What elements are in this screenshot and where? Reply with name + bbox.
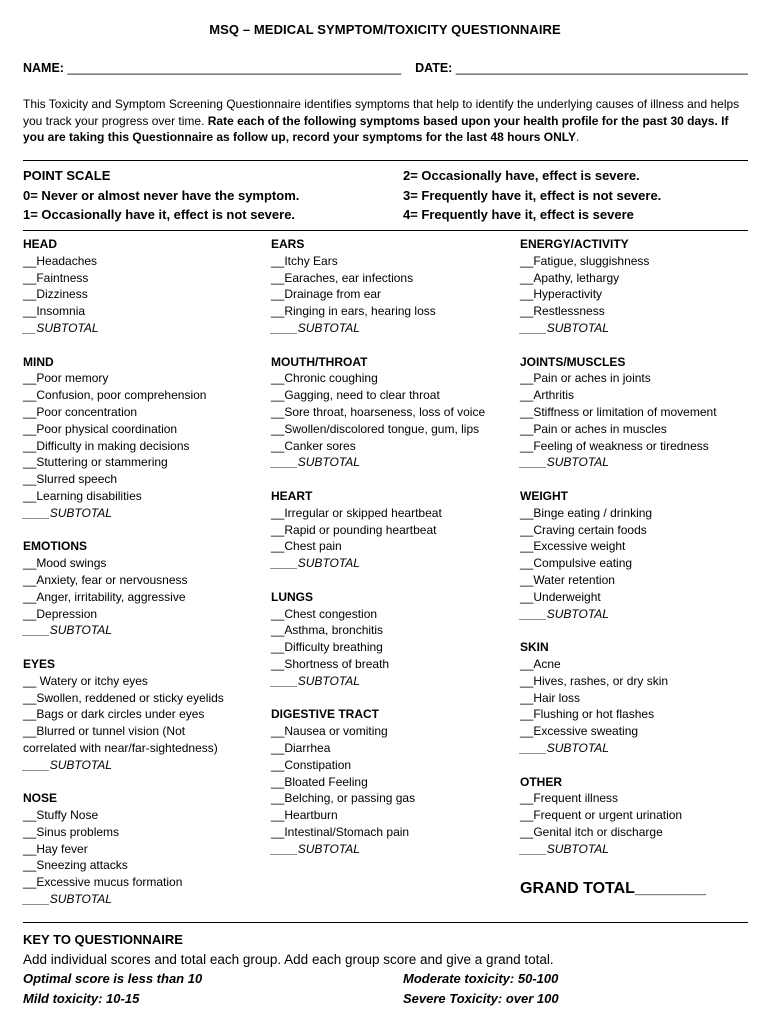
- symptom-item[interactable]: __Faintness: [23, 270, 89, 285]
- symptom-item[interactable]: __Slurred speech: [23, 472, 118, 487]
- intro-instructions: Rate each of the following symptoms based upon your health profile for the past 30 days. If you are taking this Questionnaire as follow up, record your symptoms for the last 48 hours ONLY: [23, 113, 729, 144]
- section-heading: HEART: [271, 488, 313, 503]
- subtotal-field[interactable]: ____SUBTOTAL: [520, 740, 609, 755]
- symptom-item[interactable]: __Fatigue, sluggishness: [520, 253, 650, 268]
- symptom-item[interactable]: __Swollen, reddened or sticky eyelids: [23, 690, 224, 705]
- section-lungs: [271, 589, 511, 690]
- section-heading: MOUTH/THROAT: [271, 354, 368, 369]
- symptom-item[interactable]: __Depression: [23, 606, 98, 621]
- section-heading: EARS: [271, 237, 305, 251]
- section-skin: [520, 639, 760, 757]
- symptom-item[interactable]: __Frequent or urgent urination: [520, 808, 683, 823]
- symptom-item[interactable]: __Excessive weight: [520, 539, 626, 554]
- symptom-item[interactable]: __Hair loss: [520, 690, 581, 705]
- symptom-item[interactable]: __Arthritis: [520, 388, 575, 403]
- intro-paragraph: [23, 96, 748, 146]
- symptom-item[interactable]: __Bags or dark circles under eyes: [23, 707, 205, 722]
- subtotal-field[interactable]: ____SUBTOTAL: [520, 455, 609, 470]
- grand-total[interactable]: GRAND TOTAL________: [520, 880, 707, 897]
- subtotal-field[interactable]: ____SUBTOTAL: [271, 556, 360, 571]
- symptom-item[interactable]: __Apathy, lethargy: [520, 270, 620, 285]
- scale-3: 3= Frequently have it, effect is not severe.: [403, 187, 662, 203]
- symptom-item[interactable]: __Belching, or passing gas: [271, 791, 416, 806]
- subtotal-field[interactable]: ____SUBTOTAL: [23, 757, 112, 772]
- symptom-item[interactable]: __Stuttering or stammering: [23, 455, 168, 470]
- section-head: [23, 236, 263, 337]
- symptom-item[interactable]: __Binge eating / drinking: [520, 505, 653, 520]
- symptom-item[interactable]: __Anxiety, fear or nervousness: [23, 572, 188, 587]
- symptom-item[interactable]: __Hyperactivity: [520, 287, 603, 302]
- subtotal-field[interactable]: ____SUBTOTAL: [520, 606, 609, 621]
- symptom-item[interactable]: __Asthma, bronchitis: [271, 623, 384, 638]
- divider: [23, 922, 748, 923]
- section-energy-activity: [520, 236, 760, 337]
- symptom-item[interactable]: __Genital itch or discharge: [520, 824, 663, 839]
- symptom-item[interactable]: __Gagging, need to clear throat: [271, 388, 440, 403]
- name-label: NAME:: [23, 61, 64, 75]
- subtotal-field[interactable]: ____SUBTOTAL: [271, 841, 360, 856]
- divider: [23, 160, 748, 161]
- divider: [23, 230, 748, 231]
- symptom-item[interactable]: __Chest pain: [271, 539, 342, 554]
- symptom-item[interactable]: __Chest congestion: [271, 606, 378, 621]
- symptom-grid: [23, 236, 748, 916]
- symptom-item[interactable]: __Ringing in ears, hearing loss: [271, 304, 436, 319]
- symptom-item[interactable]: __Poor physical coordination: [23, 421, 178, 436]
- section-heading: JOINTS/MUSCLES: [520, 354, 626, 369]
- symptom-item[interactable]: __Difficulty breathing: [271, 640, 383, 655]
- symptom-item[interactable]: __Sinus problems: [23, 824, 120, 839]
- symptom-item[interactable]: __Hives, rashes, or dry skin: [520, 673, 669, 688]
- date-label: DATE:: [415, 61, 453, 75]
- symptom-item[interactable]: __Shortness of breath: [271, 656, 390, 671]
- symptom-item[interactable]: __Confusion, poor comprehension: [23, 388, 207, 403]
- symptom-item[interactable]: __Chronic coughing: [271, 371, 378, 386]
- section-heading: ENERGY/ACTIVITY: [520, 237, 629, 251]
- symptom-item[interactable]: __Itchy Ears: [271, 253, 338, 268]
- subtotal-field[interactable]: ____SUBTOTAL: [23, 505, 112, 520]
- key-severe: Severe Toxicity: over 100: [403, 990, 559, 1006]
- section-heading: NOSE: [23, 791, 58, 806]
- subtotal-field[interactable]: ____SUBTOTAL: [271, 320, 360, 335]
- section-eyes: [23, 656, 263, 774]
- page-title: MSQ – MEDICAL SYMPTOM/TOXICITY QUESTIONNAIRE: [209, 22, 561, 37]
- symptom-item[interactable]: __Nausea or vomiting: [271, 724, 388, 739]
- symptom-item[interactable]: __Stiffness or limitation of movement: [520, 404, 717, 419]
- section-other: [520, 774, 760, 858]
- symptom-item[interactable]: __Irregular or skipped heartbeat: [271, 505, 442, 520]
- intro-end: .: [576, 130, 580, 144]
- section-heading: EYES: [23, 656, 56, 671]
- name-date-line: [23, 61, 748, 75]
- symptom-item[interactable]: __Excessive mucus formation: [23, 875, 183, 890]
- section-heading: HEAD: [23, 237, 58, 251]
- symptom-item[interactable]: __Restlessness: [520, 304, 605, 319]
- symptom-item[interactable]: __Poor memory: [23, 371, 109, 386]
- key-mild: Mild toxicity: 10-15: [23, 990, 140, 1006]
- subtotal-field[interactable]: ____SUBTOTAL: [271, 455, 360, 470]
- symptom-item[interactable]: __Headaches: [23, 253, 98, 268]
- key-instructions: Add individual scores and total each group. Add each group score and give a grand total.: [23, 951, 554, 967]
- section-heart: [271, 488, 511, 572]
- symptom-item[interactable]: __Frequent illness: [520, 791, 619, 806]
- point-scale-heading: POINT SCALE: [23, 168, 111, 183]
- scale-4: 4= Frequently have it, effect is severe: [403, 207, 634, 222]
- section-weight: [520, 488, 760, 622]
- subtotal-field[interactable]: ____SUBTOTAL: [271, 673, 360, 688]
- section-heading: OTHER: [520, 774, 562, 789]
- symptom-item[interactable]: __Compulsive eating: [520, 556, 633, 571]
- symptom-item[interactable]: __Canker sores: [271, 438, 356, 453]
- symptom-item[interactable]: __Earaches, ear infections: [271, 270, 414, 285]
- symptom-item[interactable]: __Craving certain foods: [520, 522, 647, 537]
- symptom-column-3: [520, 236, 760, 874]
- symptom-item[interactable]: __Pain or aches in muscles: [520, 421, 667, 436]
- symptom-item[interactable]: __Rapid or pounding heartbeat: [271, 522, 437, 537]
- symptom-item[interactable]: __Drainage from ear: [271, 287, 382, 302]
- symptom-item[interactable]: __Hay fever: [23, 841, 88, 856]
- symptom-item[interactable]: __Feeling of weakness or tiredness: [520, 438, 709, 453]
- subtotal-field[interactable]: ____SUBTOTAL: [23, 892, 112, 907]
- subtotal-field[interactable]: ____SUBTOTAL: [23, 623, 112, 638]
- date-field[interactable]: __________________________________________: [455, 61, 748, 75]
- symptom-item[interactable]: __Flushing or hot flashes: [520, 707, 655, 722]
- section-heading: MIND: [23, 354, 54, 369]
- symptom-item[interactable]: __Constipation: [271, 757, 352, 772]
- subtotal-field[interactable]: ____SUBTOTAL: [520, 320, 609, 335]
- key-section: [23, 930, 748, 1008]
- symptom-item[interactable]: __Insomnia: [23, 304, 86, 319]
- section-heading: DIGESTIVE TRACT: [271, 707, 380, 722]
- symptom-item[interactable]: __Water retention: [520, 572, 615, 587]
- symptom-item[interactable]: __Sneezing attacks: [23, 858, 128, 873]
- section-heading: LUNGS: [271, 589, 313, 604]
- scale-1: 1= Occasionally have it, effect is not severe.: [23, 207, 296, 222]
- symptom-item[interactable]: __Difficulty in making decisions: [23, 438, 190, 453]
- symptom-item[interactable]: __ Watery or itchy eyes: [23, 673, 148, 688]
- section-nose: [23, 790, 263, 908]
- symptom-item[interactable]: __Underweight: [520, 589, 601, 604]
- subtotal-field[interactable]: ____SUBTOTAL: [520, 841, 609, 856]
- symptom-item[interactable]: __Anger, irritability, aggressive: [23, 589, 186, 604]
- symptom-item[interactable]: correlated with near/far-sightedness): [23, 740, 218, 755]
- section-emotions: [23, 538, 263, 639]
- section-ears: [271, 236, 511, 337]
- section-mouth-throat: [271, 354, 511, 472]
- symptom-column-1: [23, 236, 263, 925]
- symptom-item[interactable]: __Excessive sweating: [520, 724, 639, 739]
- symptom-item[interactable]: __Pain or aches in joints: [520, 371, 651, 386]
- scale-0: 0= Never or almost never have the symptom.: [23, 187, 300, 203]
- symptom-item[interactable]: __Intestinal/Stomach pain: [271, 824, 410, 839]
- section-heading: WEIGHT: [520, 488, 568, 503]
- symptom-item[interactable]: __Stuffy Nose: [23, 808, 99, 823]
- symptom-item[interactable]: __Heartburn: [271, 808, 338, 823]
- symptom-item[interactable]: __Swollen/discolored tongue, gum, lips: [271, 421, 480, 436]
- key-moderate: Moderate toxicity: 50-100: [403, 971, 559, 986]
- section-joints-muscles: [520, 354, 760, 472]
- key-optimal: Optimal score is less than 10: [23, 971, 203, 986]
- symptom-item[interactable]: __Learning disabilities: [23, 488, 142, 503]
- subtotal-field[interactable]: __SUBTOTAL: [23, 320, 99, 335]
- symptom-item[interactable]: __Blurred or tunnel vision (Not: [23, 724, 186, 739]
- section-heading: EMOTIONS: [23, 539, 88, 554]
- symptom-item[interactable]: __Dizziness: [23, 287, 88, 302]
- symptom-column-2: [271, 236, 511, 874]
- symptom-item[interactable]: __Mood swings: [23, 556, 107, 571]
- section-digestive-tract: [271, 706, 511, 857]
- scale-2: 2= Occasionally have, effect is severe.: [403, 168, 640, 183]
- symptom-item[interactable]: __Poor concentration: [23, 404, 138, 419]
- symptom-item[interactable]: __Sore throat, hoarseness, loss of voice: [271, 404, 486, 419]
- section-heading: SKIN: [520, 640, 549, 655]
- section-mind: [23, 354, 263, 522]
- key-heading: KEY TO QUESTIONNAIRE: [23, 932, 183, 947]
- symptom-item[interactable]: __Acne: [520, 656, 561, 671]
- name-field[interactable]: ________________________________________________: [67, 61, 402, 75]
- symptom-item[interactable]: __Diarrhea: [271, 740, 331, 755]
- symptom-item[interactable]: __Bloated Feeling: [271, 774, 368, 789]
- intro-text: This Toxicity and Symptom Screening Questionnaire identifies symptoms that help to identify the underlying causes of illness and helps you track your progress over time.: [23, 97, 740, 128]
